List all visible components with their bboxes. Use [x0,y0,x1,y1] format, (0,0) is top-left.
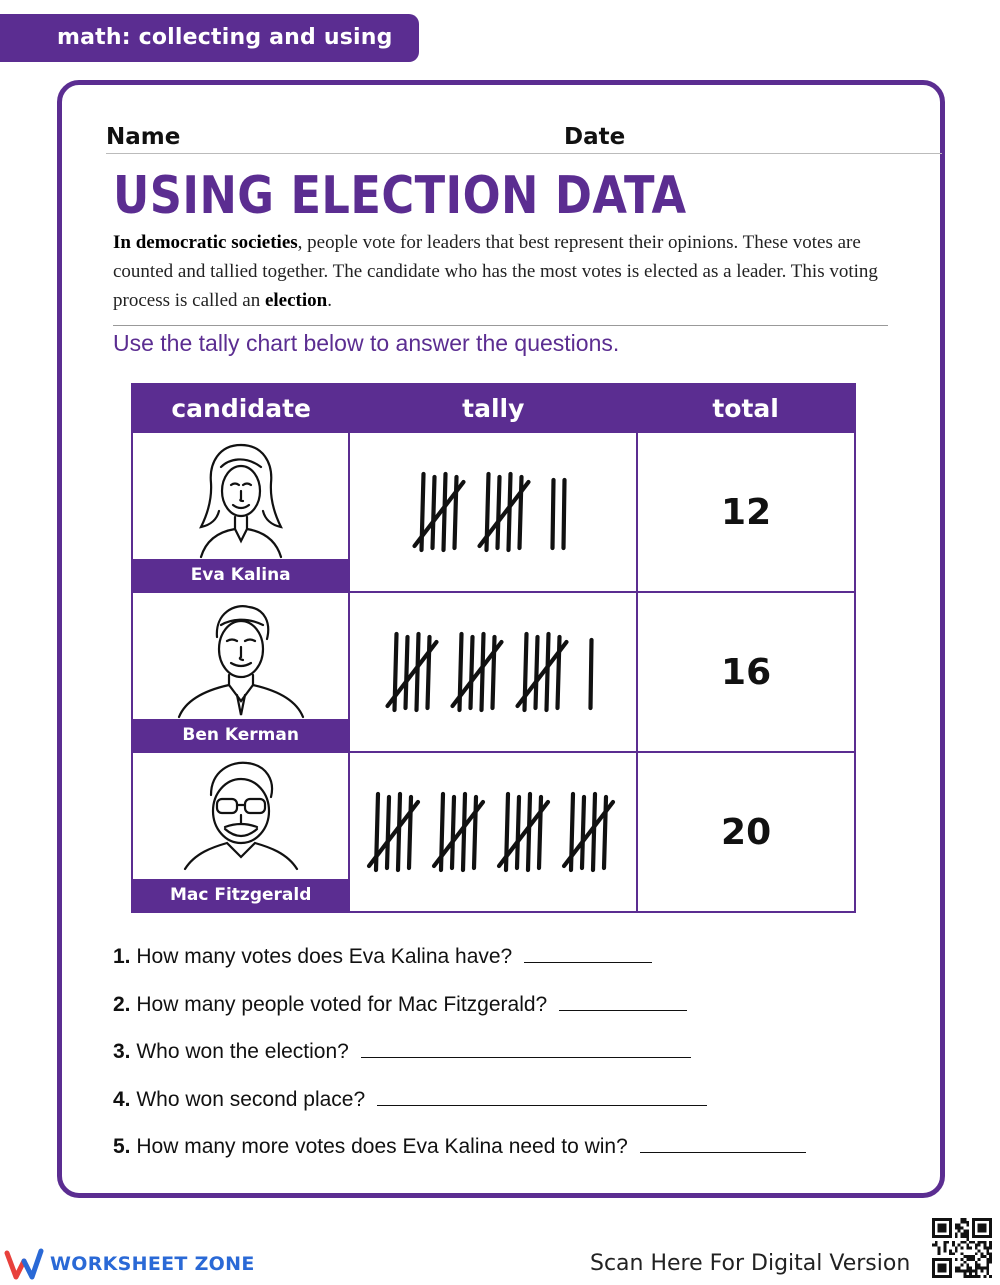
total-cell: 12 [637,432,855,592]
tally-stroke [564,480,565,548]
question-number: 1. [113,945,131,968]
tally-stroke [455,477,457,548]
subject-tab: math: collecting and using data [0,14,419,62]
tally-stroke [582,797,584,868]
question-2 [113,990,913,1038]
worksheetzone-logo[interactable] [4,1246,255,1282]
date-label: Date [564,124,626,150]
scan-caption: Scan Here For Digital Version [590,1251,911,1276]
tally-stroke [471,637,473,708]
intro-text: , people vote for leaders that best represent their opinions. These votes are counted and tallied together. The candidate who has the most votes is elected as a leader. This voting process is called an [113,232,878,311]
question-number: 4. [113,1087,131,1111]
tally-stroke [498,477,500,548]
tally-chart [131,383,856,913]
intro-paragraph [113,228,893,315]
answer-blank[interactable] [361,1057,691,1058]
question-text: How many votes does Eva Kalina have? [136,945,513,968]
intro-bold-election: election [264,290,328,311]
qr-code-icon[interactable] [932,1218,992,1278]
answer-blank[interactable] [559,1010,687,1011]
tally-stroke [536,637,538,708]
tally-stroke [539,797,541,868]
woman-portrait-icon [133,433,348,559]
table-row [132,592,855,752]
tally-marks [358,612,628,732]
tally-stroke [398,794,400,870]
tally-cell [349,432,637,592]
tally-stroke [433,477,435,548]
tally-stroke [428,637,430,708]
question-5 [113,1132,913,1180]
question-text: Who won second place? [136,1087,366,1111]
question-number: 3. [113,1040,131,1063]
header-tally: tally [349,384,637,432]
question-text: How many people voted for Mac Fitzgerald? [136,992,548,1016]
tally-stroke [604,797,606,868]
table-row [132,432,855,592]
tally-stroke [387,797,389,868]
brand-part2: ZONE [194,1253,255,1275]
tally-marks [358,452,628,572]
question-number: 2. [113,992,131,1016]
tally-stroke [553,480,554,548]
tally-stroke [417,634,419,710]
tally-cell [349,592,637,752]
intro-end: . [327,290,332,311]
candidate-name: Ben Kerman [133,719,348,751]
candidate-name: Mac Fitzgerald [133,879,348,911]
tally-stroke [591,640,592,708]
tally-marks [358,772,628,892]
brand-part1: WORKSHEET [50,1253,188,1275]
name-label: Name [106,124,181,150]
page-title: USING ELECTION DATA [113,166,687,226]
glasses-man-portrait-icon [133,753,348,879]
tally-stroke [558,637,560,708]
answer-blank[interactable] [524,962,652,963]
total-cell: 16 [637,592,855,752]
tally-stroke [444,474,446,550]
question-1 [113,942,913,990]
question-number: 5. [113,1135,131,1158]
total-cell: 20 [637,752,855,912]
header-candidate: candidate [132,384,349,432]
tally-stroke [463,794,465,870]
instructions: Use the tally chart below to answer the questions. [113,330,620,356]
tally-stroke [452,797,454,868]
man-portrait-icon [133,593,348,719]
answer-blank[interactable] [377,1105,707,1106]
candidate-cell [132,752,349,912]
question-3 [113,1037,913,1085]
question-text: Who won the election? [136,1040,349,1063]
tally-stroke [517,797,519,868]
table-row [132,752,855,912]
candidate-cell [132,592,349,752]
tally-stroke [528,794,530,870]
name-date-row [106,124,942,154]
tally-stroke [520,477,522,548]
answer-blank[interactable] [640,1152,806,1153]
candidate-cell [132,432,349,592]
tally-cell [349,752,637,912]
tally-stroke [509,474,511,550]
candidate-name: Eva Kalina [133,559,348,591]
tally-stroke [474,797,476,868]
divider [113,325,888,326]
header-total: total [637,384,855,432]
tally-stroke [493,637,495,708]
brand-name [50,1253,255,1275]
question-list [113,942,913,1180]
question-text: How many more votes does Eva Kalina need to win? [136,1135,628,1158]
question-4 [113,1085,913,1133]
tally-stroke [406,637,408,708]
w-logo-icon [4,1247,44,1281]
tally-stroke [593,794,595,870]
tally-stroke [409,797,411,868]
tally-stroke [547,634,549,710]
tally-stroke [482,634,484,710]
intro-bold-term: In democratic societies [113,232,298,253]
